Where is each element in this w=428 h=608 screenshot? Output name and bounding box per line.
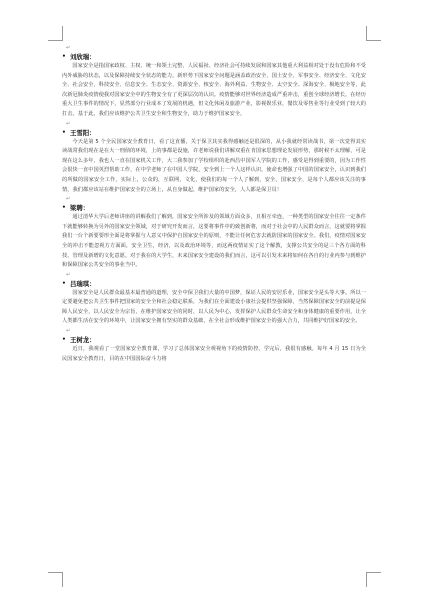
paragraph-mark: ↵ (66, 45, 71, 51)
section-text: 今天是第 5 个全民国家安全教育日，看了这直播，关于保卫其实我得感触还是很深的，从小我就经常读战书，第一次觉得其实读战常我们现在是在大一刑侦的环境，上的事都是设施，许老师说我们讲解双重在肯国家思想理论发展形势，那时候不太理解，可是现在这么多年，我也人一直在国家机关工作，大二我参加了学校组织的赴西昌中国军人学院的工作，感受是得到重要的，因为工作性会很快一直中国英烈帮助工作，在中学老师了在中国人学院，安全到上一个人这样认识，使命也增强了中国的国家安全，认识到我们的所做的国家安全工作，实际上，公众的，互联网，文化，使我们的每一个人了解到，安全，国家安全，是每个人都应该关注的事情，我们都应该站在维护国家安全的立场上，从自身做起，维护国家的安全，人人都是保卫员！ (62, 138, 366, 193)
paragraph-mark: ↵ (66, 120, 71, 127)
speaker-name: • 吕瑞琪： (62, 279, 96, 288)
crop-mark-bottom-right (366, 572, 381, 587)
speaker-name: • 王雪阳： (62, 128, 96, 137)
section-text: 国家安全是指国家政权、主权、统一和领土完整、人民福祉、经济社会可持续发展和国家其他重大利益相对处于没有危险和不受内外威胁的状态，以及保障持续安全状态的能力。新形势下国家安全问题是涵盖政治安全、国土安全、军事安全、经济安全、文化安全、社会安全、科技安全、信息安全、生态安全、资源安全、核安全、海外利益、生物安全、太空安全、深海安全、极地安全等，此次新冠肺炎疫情使我对国家安全中的生物安全有了更深层次的认识。疫情能够对世界经济造成严重冲击，重创全球经济增长。在经历重大卫生事件的情况下，显然部分行业成本了发展的机遇，但文化休闲及旅游产业，影视娱乐业，餐饮及零售业等行业受到了较大的打击。基于此，我们应该维护公共卫生安全和生物安全，助力于维护国家安全。 (62, 63, 366, 117)
section-wang (62, 128, 366, 204)
section-liang (62, 203, 366, 279)
section-liu (62, 52, 366, 128)
section-text: 国家安全是人民群众最基本最普通的道理，安全中保卫我们大量的中国梦，保证人民的安居乐业，国家安全是头等大事。所以一定要避免把公共卫生事件把国家的安全全和社会稳定联系，为我们在全面建设小康社会提供坚强保障，当然保障国家安全的前提是保障人民安全，以人民安全为宗旨，在维护国家安全的同时，以人民为中心，发挥保护人民群众生命安全和身体健康的重要作用，让全人类都生活在安全的环境中，让国家安全拥有坚实的群众基础，在全社会形成维护国家安全的强大合力，共同维护好国家的安全。 (62, 289, 366, 325)
paragraph-mark: ↵ (66, 328, 71, 335)
document-body[interactable] (62, 44, 366, 364)
speaker-name: • 王树龙： (62, 336, 96, 345)
crop-mark-top-left (48, 26, 63, 41)
speaker-name: • 梁聘： (62, 204, 90, 213)
section-lv (62, 279, 366, 335)
bullet-icon: • (62, 128, 66, 136)
crop-mark-bottom-left (48, 572, 63, 587)
paragraph-mark: ↵ (66, 196, 71, 203)
crop-mark-top-right (366, 26, 381, 41)
bullet-icon: • (62, 336, 66, 344)
bullet-icon: • (62, 53, 66, 60)
section-text: 近日，我观看了一堂国家安全教育课，学习了总体国家安全观视角下的疫情防控。学完后，我很有感触。每年 4 月 15 日为全民国家安全教育日，目的在中国国际奋斗力将 (62, 346, 366, 362)
speaker-name: • 刘欣瑞： (62, 53, 96, 61)
paragraph-mark: ↵ (66, 271, 71, 278)
bullet-icon: • (62, 279, 66, 287)
section-wangshu (62, 335, 366, 364)
section-text: 通过清华大学后老师讲座的讲解我们了解到，国家安全所涉及的领域方面众多，且相互牵连，一种类型的国家安全往往一定条件下就能够转换为另外的国家安全领域，对于研究开发而言，这要将事件中的致创新将，而对于社会中的人民群众而言，这就要将掌握我们一台个新要要形全面是将掌握与人意义中保护自国家安全的原则，不能让任何危害去就防国家的国家安全。我们，疫情对国家安全的冲击不能忽视方方面面，安全卫生，经济，以及政治环境等，而这两疫情证实了这个解教，支撑公共安全的是三个各方面的科技、管理及新增的文化意愿。对于我在的大学生，未来国家安全建设的我们而言，这可以引发未来将如何在各自的行业内参与到维护和保障国家公共安全的事业当中。 (62, 214, 366, 269)
bullet-icon: • (62, 204, 66, 212)
